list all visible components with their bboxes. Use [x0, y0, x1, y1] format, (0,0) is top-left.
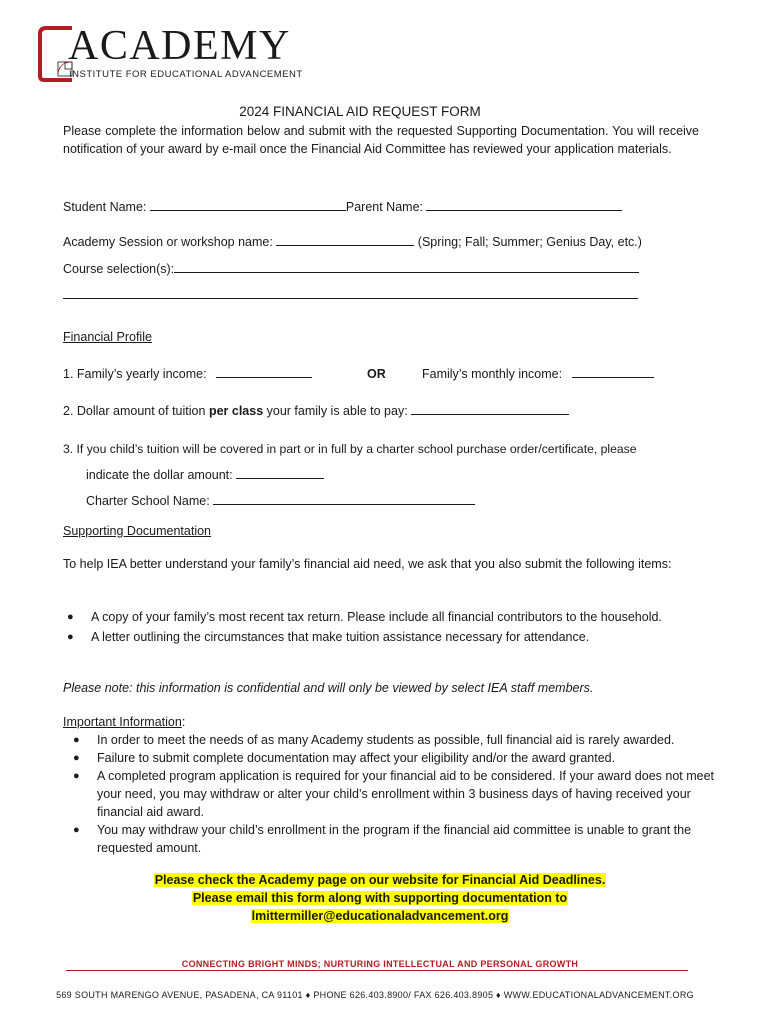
parent-name-label: Parent Name: [345, 200, 423, 214]
q3-text: 3. If you child’s tuition will be covered in part or in full by a charter school purchase order/certificate, please [63, 442, 637, 456]
list-item [63, 731, 723, 749]
supporting-intro: To help IEA better understand your family’s financial aid need, we ask that you also submit the following items: [63, 557, 672, 571]
course-field[interactable] [174, 260, 639, 273]
charter-amount-field[interactable] [236, 466, 324, 479]
academy-logo [38, 23, 303, 82]
q1-monthly-label: Family’s monthly income: [422, 367, 563, 381]
supporting-heading: Supporting Documentation [63, 524, 212, 538]
contact-email-link[interactable]: lmittermiller@educationaladvancement.org [251, 909, 509, 923]
list-item [63, 608, 663, 626]
footer-divider [66, 970, 688, 971]
email-instruction [0, 889, 760, 907]
parent-name-field[interactable] [426, 198, 622, 211]
monthly-income-field[interactable] [572, 365, 654, 378]
bullet-icon: ● [73, 824, 80, 836]
q2-label: 2. Dollar amount of tuition [63, 404, 206, 418]
footer-address: 569 SOUTH MARENGO AVENUE, PASADENA, CA 91101 ♦ PHONE 626.403.8900/ FAX 626.403.8905 ♦ WWW.EDUCATIONALADVANCEMENT.ORG [56, 990, 694, 1000]
q3-school-label: Charter School Name: [86, 494, 210, 508]
bullet-icon: ● [67, 611, 74, 623]
session-field[interactable] [276, 233, 414, 246]
tuition-per-class-field[interactable] [411, 402, 569, 415]
student-name-label: Student Name: [63, 200, 147, 214]
q3-school-row [86, 492, 475, 510]
q1-monthly-row [422, 365, 654, 383]
important-item: A completed program application is required for your financial aid to be considered. If your award does not meet your need, you may withdraw or alter your child’s enrollment within 3 business days of having received your financial aid award. [97, 769, 715, 819]
course-field-line-2[interactable] [63, 286, 638, 299]
student-parent-row [63, 198, 622, 216]
email-instruction-line: Please email this form along with supporting documentation to [192, 891, 568, 905]
bullet-icon: ● [73, 752, 80, 764]
yearly-income-field[interactable] [216, 365, 312, 378]
important-list [63, 731, 723, 857]
course-label: Course selection(s): [63, 262, 175, 276]
important-item: In order to meet the needs of as many Academy students as possible, full financial aid is rarely awarded. [97, 733, 675, 747]
supporting-list [63, 608, 663, 646]
list-item [63, 749, 723, 767]
logo-wordmark: ACADEMY [68, 23, 291, 69]
important-item: Failure to submit complete documentation may affect your eligibility and/or the award granted. [97, 751, 616, 765]
q3-amount-label: indicate the dollar amount: [86, 468, 233, 482]
charter-school-name-field[interactable] [213, 492, 475, 505]
bullet-icon: ● [73, 734, 80, 746]
list-item [63, 821, 723, 857]
q2-emphasis: per class [208, 404, 264, 418]
important-item: You may withdraw your child’s enrollment in the program if the financial aid committee is unable to grant the requested amount. [97, 823, 692, 855]
list-item [63, 628, 663, 646]
important-heading-row [63, 713, 185, 731]
logo-subtitle: INSTITUTE FOR EDUCATIONAL ADVANCEMENT [69, 69, 303, 80]
supporting-item: A copy of your family’s most recent tax return. Please include all financial contributors to the household. [91, 610, 662, 624]
form-intro: Please complete the information below and submit with the requested Supporting Documentation. You will receive notification of your award by e-mail once the Financial Aid Committee has reviewed your application materials. [63, 124, 699, 156]
bullet-icon: ● [67, 631, 74, 643]
session-row [63, 233, 642, 251]
session-hint: (Spring; Fall; Summer; Genius Day, etc.) [417, 235, 642, 249]
list-item [63, 767, 723, 821]
q2-row [63, 402, 569, 420]
deadline-callout [0, 871, 760, 889]
session-label: Academy Session or workshop name: [63, 235, 273, 249]
q1-or: OR [367, 367, 386, 381]
student-name-field[interactable] [150, 198, 346, 211]
supporting-item: A letter outlining the circumstances that make tuition assistance necessary for attendance. [91, 630, 590, 644]
contact-email [0, 907, 760, 925]
q1-yearly-row [63, 365, 312, 383]
important-colon: : [181, 715, 186, 729]
financial-profile-heading: Financial Profile [63, 330, 152, 344]
deadline-line: Please check the Academy page on our website for Financial Aid Deadlines. [154, 873, 606, 887]
form-title: 2024 FINANCIAL AID REQUEST FORM [239, 104, 481, 119]
course-row [63, 260, 639, 278]
q2-suffix: your family is able to pay: [266, 404, 408, 418]
important-heading: Important Information [63, 715, 182, 729]
bullet-icon: ● [73, 770, 80, 782]
q1-yearly-label: 1. Family’s yearly income: [63, 367, 207, 381]
footer-tagline: CONNECTING BRIGHT MINDS; NURTURING INTELLECTUAL AND PERSONAL GROWTH [181, 959, 579, 969]
q3-amount-row [86, 466, 324, 484]
confidential-note: Please note: this information is confidential and will only be viewed by select IEA staff members. [63, 681, 594, 695]
